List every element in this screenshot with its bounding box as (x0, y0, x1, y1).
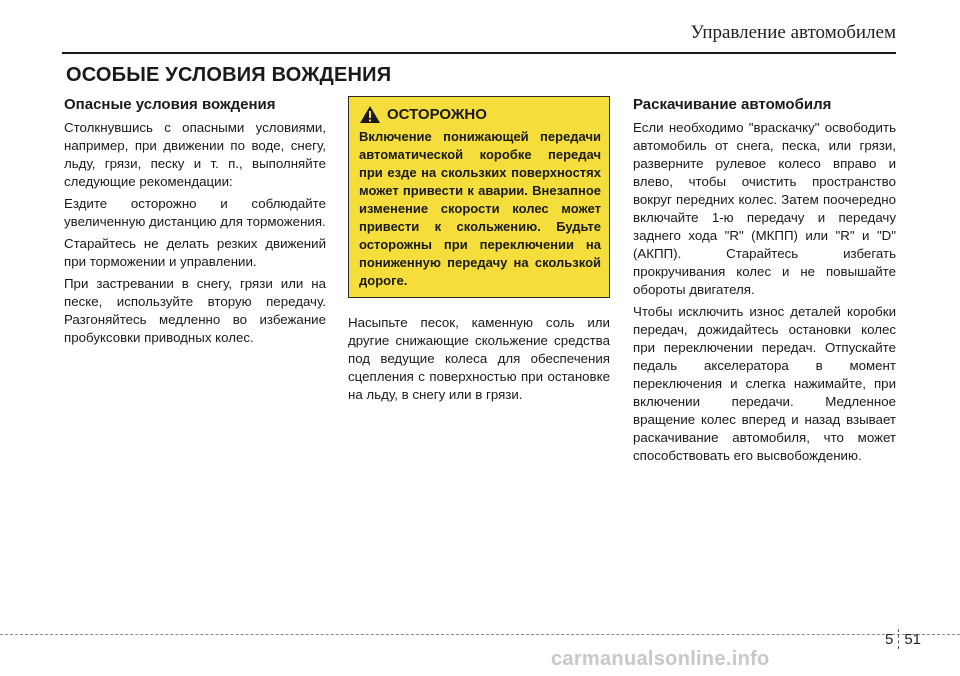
section-title: ОСОБЫЕ УСЛОВИЯ ВОЖДЕНИЯ (66, 64, 392, 86)
header-rule (62, 52, 896, 54)
warning-box (348, 96, 610, 298)
right-heading: Раскачивание автомобиля (633, 96, 832, 113)
left-paragraph-3: Старайтесь не делать резких движений при торможении и управлении. (64, 236, 326, 269)
right-paragraph-2: Чтобы исключить износ деталей коробки передач, дожидайтесь остановки колес при переключении передач. Отпускайте педаль акселератора в момент переключения и слегка нажимайте, при включении передачи. Медленное вращение колес вперед и назад взывает раскачивание автомобиля, что может способствовать его высвобождению. (633, 304, 896, 463)
right-column (633, 96, 896, 469)
watermark: carmanualsonline.info (551, 648, 770, 670)
warning-title: ОСТОРОЖНО (387, 106, 487, 123)
running-title: Управление автомобилем (690, 22, 896, 43)
footer-rule (0, 634, 960, 635)
page-number (885, 629, 921, 649)
middle-paragraph: Насыпьте песок, каменную соль или другие снижающие скольжение средства под ведущие колеса для обеспечения сцепления с поверхностью при остановке на льду, в снегу или в грязи. (348, 315, 610, 402)
warning-header (359, 105, 601, 124)
middle-column (348, 96, 610, 408)
page-number-separator (898, 629, 899, 649)
warning-triangle-icon (359, 105, 381, 124)
left-paragraph-1: Столкнувшись с опасными условиями, например, при движении по воде, снегу, льду, грязи, песку и т. п., выполняйте следующие рекомендации: (64, 120, 326, 189)
page-number-value: 51 (904, 630, 922, 648)
warning-body: Включение понижающей передачи автоматической коробке передач при езде на скользких поверхностях может привести к аварии. Внезапное изменение скорости колес может привести к скольжению. Будьте осторожны при переключении на пониженную передачу на скользкой дороге. (359, 129, 601, 288)
chapter-number: 5 (885, 630, 894, 648)
right-paragraph-1: Если необходимо "враскачку" освободить автомобиль от снега, песка, или грязи, разверните рулевое колесо вправо и влево, чтобы очистить пространство вокруг передних колес. Затем поочередно включайте 1-ю передачу и передачу заднего хода "R" (МКПП) или "R" и "D" (АКПП). Старайтесь избегать прокручивания колес и не повышайте обороты двигателя. (633, 120, 896, 297)
left-heading: Опасные условия вождения (64, 96, 276, 113)
left-paragraph-4: При застревании в снегу, грязи или на песке, используйте вторую передачу. Разгоняйтесь медленно во избежание пробуксовки приводных колес. (64, 276, 326, 345)
left-column (64, 96, 326, 351)
left-paragraph-2: Ездите осторожно и соблюдайте увеличенную дистанцию для торможения. (64, 196, 326, 229)
